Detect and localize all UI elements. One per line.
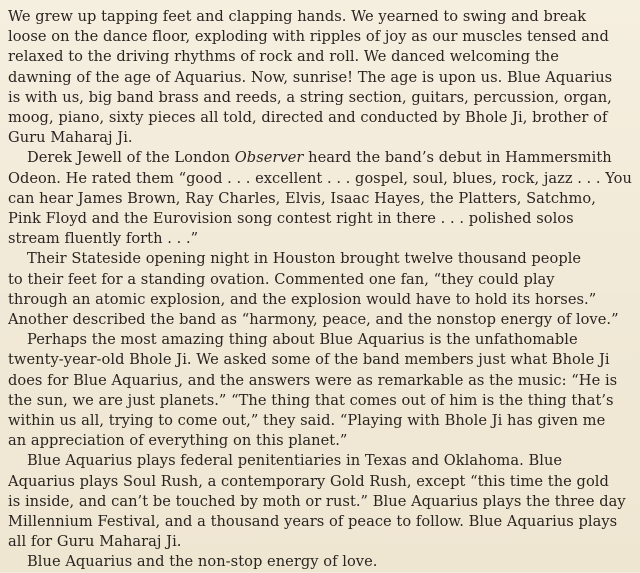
- text-line: is inside, and can’t be touched by moth or rust.” Blue Aquarius plays the three day: [8, 492, 626, 510]
- paragraph: [8, 148, 632, 249]
- text-line: twenty-year-old Bhole Ji. We asked some of the band members just what Bhole Ji: [8, 351, 610, 369]
- paragraph: [8, 552, 632, 572]
- text-line: [8, 148, 632, 168]
- text-line: to their feet for a standing ovation. Commented one fan, “they could play: [8, 270, 555, 288]
- text-line: the sun, we are just planets.” “The thing that comes out of him is the thing that’s: [8, 391, 614, 409]
- text-line: Their Stateside opening night in Houston brought twelve thousand people: [27, 250, 582, 268]
- text-segment: heard the band’s debut in Hammersmith: [303, 149, 612, 167]
- text-line: Blue Aquarius and the non-stop energy of love.: [27, 553, 378, 571]
- paragraph: [8, 451, 632, 552]
- text-line: moog, piano, sixty pieces all told, directed and conducted by Bhole Ji, brother of: [8, 109, 608, 127]
- text-line: Pink Floyd and the Eurovision song contest right in there . . . polished solos: [8, 210, 574, 228]
- text-line: We grew up tapping feet and clapping hands. We yearned to swing and break: [8, 8, 587, 25]
- text-segment: Derek Jewell of the London: [27, 149, 235, 167]
- text-line: can hear James Brown, Ray Charles, Elvis, Isaac Hayes, the Platters, Satchmo,: [8, 189, 596, 207]
- text-line: dawning of the age of Aquarius. Now, sunrise! The age is upon us. Blue Aquarius: [8, 68, 613, 86]
- text-line: Aquarius plays Soul Rush, a contemporary Gold Rush, except “this time the gold: [8, 472, 609, 490]
- text-line: loose on the dance floor, exploding with ripples of joy as our muscles tensed and: [8, 28, 609, 46]
- text-line: Perhaps the most amazing thing about Blue Aquarius is the unfathomable: [27, 331, 578, 349]
- text-line: Guru Maharaj Ji.: [8, 129, 133, 147]
- text-line: an appreciation of everything on this planet.”: [8, 432, 348, 450]
- text-line: Another described the band as “harmony, peace, and the nonstop energy of love.”: [8, 311, 619, 329]
- text-line: all for Guru Maharaj Ji.: [8, 533, 182, 551]
- text-line: is with us, big band brass and reeds, a string section, guitars, percussion, organ,: [8, 88, 612, 106]
- paragraph: [8, 7, 632, 148]
- paragraph: [8, 330, 632, 451]
- article-body: [8, 7, 632, 573]
- paragraph: [8, 249, 632, 330]
- text-line: Blue Aquarius plays federal penitentiaries in Texas and Oklahoma. Blue: [27, 452, 563, 470]
- text-line: stream fluently forth . . .”: [8, 230, 199, 248]
- text-line: Millennium Festival, and a thousand years of peace to follow. Blue Aquarius plays: [8, 513, 618, 531]
- text-line: relaxed to the driving rhythms of rock and roll. We danced welcoming the: [8, 48, 559, 66]
- text-line: within us all, trying to come out,” they said. “Playing with Bhole Ji has given me: [8, 412, 606, 430]
- publication-name: Observer: [234, 149, 304, 167]
- text-line: through an atomic explosion, and the explosion would have to hold its horses.”: [8, 290, 597, 308]
- text-line: does for Blue Aquarius, and the answers were as remarkable as the music: “He is: [8, 371, 618, 389]
- text-line: Odeon. He rated them “good . . . excellent . . . gospel, soul, blues, rock, jazz . . . You: [8, 169, 632, 187]
